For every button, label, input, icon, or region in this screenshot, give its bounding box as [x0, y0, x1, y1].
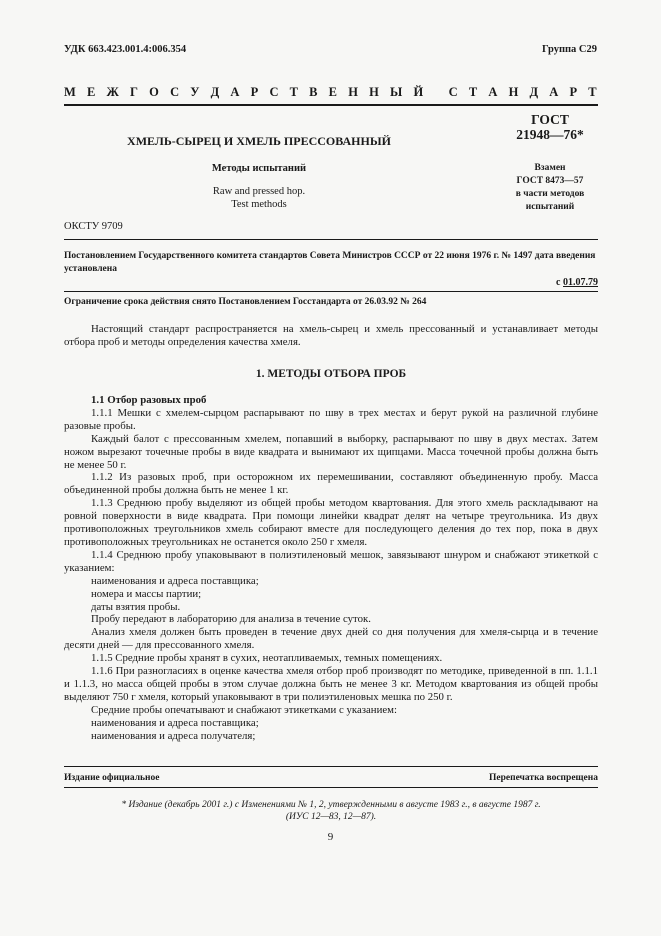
english-title-line2: Test methods: [231, 199, 287, 210]
limitation-note: Ограничение срока действия снято Постановлением Госстандарта от 26.03.92 № 264: [64, 297, 427, 307]
banner-letter: Т: [468, 85, 478, 99]
section-body: [64, 394, 598, 742]
banner-letter: Т: [588, 85, 597, 99]
banner-letter: Д: [529, 85, 539, 99]
banner-letter: Е: [328, 85, 338, 99]
paragraph: 1.1.2 Из разовых проб, при осторожном их перемешивании, составляют объединенную пробу. Масса объединенной пробы должна быть не менее 1 кг.: [64, 471, 598, 497]
date-prefix: с: [556, 277, 563, 288]
banner-letter: Д: [210, 85, 220, 99]
banner-letter: Ж: [106, 85, 119, 99]
paragraph: Каждый балот с прессованным хмелем, попавший в выборку, распарывают по шву в двух местах. Затем ножом вырезают точечные пробы в виде квадрата и вынимают их щипцами. Масса точечной пробы должна быть не менее 50 г.: [64, 432, 598, 471]
gost-label: ГОСТ: [531, 112, 569, 127]
list-item: наименования и адреса получателя;: [91, 729, 256, 742]
gost-number: [470, 112, 630, 142]
footnote-line2: (ИУС 12—83, 12—87).: [285, 812, 377, 822]
paragraph: 1.1.5 Средние пробы хранят в сухих, неотапливаемых, темных помещениях.: [91, 652, 443, 665]
paragraph: Анализ хмеля должен быть проведен в течение двух дней со дня получения для хмеля-сырца и в течение десяти дней — для прессованного хмеля.: [64, 626, 598, 652]
edition-footnote: [64, 799, 598, 823]
decree-rule: [64, 291, 598, 292]
banner-letter: Т: [289, 85, 298, 99]
banner-letter: Н: [369, 85, 379, 99]
english-title: [64, 185, 454, 211]
list-item: даты взятия пробы.: [91, 600, 181, 613]
banner-letter: А: [230, 85, 240, 99]
replaces-line: Взамен: [534, 163, 566, 173]
reprint-prohibited-label: Перепечатка воспрещена: [488, 773, 598, 783]
subsection-title: 1.1 Отбор разовых проб: [91, 394, 207, 406]
banner-letter: С: [448, 85, 458, 99]
banner-letter: С: [170, 85, 180, 99]
banner-letter: А: [549, 85, 559, 99]
list-item: наименования и адреса поставщика;: [91, 574, 259, 587]
decree-text: Постановлением Государственного комитета стандартов Совета Министров СССР от 22 июня 1976 г. № 1497 дата введения установлена: [64, 251, 596, 274]
banner-letter: Й: [413, 85, 424, 99]
banner-letter: С: [269, 85, 279, 99]
banner-letter: А: [488, 85, 498, 99]
document-title: ХМЕЛЬ-СЫРЕЦ И ХМЕЛЬ ПРЕССОВАННЫЙ: [127, 134, 391, 148]
banner-letter: Г: [130, 85, 138, 99]
banner-letter: У: [190, 85, 200, 99]
paragraph: 1.1.6 При разногласиях в оценке качества хмеля отбор проб производят по методике, приведенной в пп. 1.1.1 и 1.1.3, но масса общей пробы в этом случае должна быть не менее 3 кг. Методом квартования из общей пробы выделяют 750 г хмеля, который упаковывают в три полиэтиленовых мешка по 250 г.: [64, 665, 598, 703]
okstu-code: ОКСТУ 9709: [64, 221, 123, 232]
replaces-block: [470, 162, 630, 214]
english-title-line1: Raw and pressed hop.: [212, 186, 306, 197]
banner-letter: Н: [508, 85, 519, 99]
list-item: наименования и адреса поставщика;: [91, 716, 259, 729]
effective-date: [556, 277, 598, 288]
interstate-standard-banner: [64, 85, 597, 100]
banner-letter: Ы: [390, 85, 403, 99]
replaces-line: в части методов: [515, 189, 585, 199]
udk-code: УДК 663.423.001.4:006.354: [64, 44, 187, 55]
list-item: номера и массы партии;: [91, 587, 202, 600]
paragraph: Пробу передают в лабораторию для анализа в течение суток.: [91, 613, 371, 626]
title-rule: [64, 239, 598, 240]
date-value: 01.07.79: [563, 277, 598, 288]
paragraph: 1.1.1 Мешки с хмелем-сырцом распарывают по шву в трех местах и берут рукой на различной глубине разовые пробы.: [64, 406, 598, 432]
group-code: Группа С29: [541, 44, 597, 55]
replaces-line: испытаний: [525, 202, 575, 212]
section-title: 1. МЕТОДЫ ОТБОРА ПРОБ: [255, 368, 407, 380]
replaces-line: ГОСТ 8473—57: [516, 176, 584, 186]
footer-rule: [64, 766, 598, 767]
banner-letter: Е: [86, 85, 96, 99]
intro-paragraph: [64, 323, 598, 349]
paragraph: Средние пробы опечатывают и снабжают этикетками с указанием:: [91, 703, 397, 716]
footnote-rule: [64, 787, 598, 788]
banner-letter: [434, 85, 437, 100]
banner-letter: В: [309, 85, 318, 99]
document-subtitle: Методы испытаний: [211, 163, 307, 174]
banner-letter: Н: [348, 85, 358, 99]
paragraph: 1.1.4 Среднюю пробу упаковывают в полиэтиленовый мешок, завязывают шнуром и снабжают этикеткой с указанием:: [64, 548, 598, 574]
paragraph: 1.1.3 Среднюю пробу выделяют из общей пробы методом квартования. Для этого хмель раскладывают на ровной поверхности в виде квадрата. При помощи линейки квадрат делят на четыре треугольника. Из двух противоположных треугольников хмель собирают вместе для последующего деления до тех пор, пока в двух противоположных треугольниках не останется около 250 г хмеля.: [64, 497, 598, 548]
banner-letter: Р: [250, 85, 259, 99]
official-edition-label: Издание официальное: [64, 773, 160, 783]
gost-code: 21948—76*: [516, 127, 584, 142]
banner-letter: О: [149, 85, 159, 99]
banner-letter: М: [64, 85, 76, 99]
banner-letter: Р: [569, 85, 578, 99]
page-number: 9: [327, 831, 334, 843]
header-rule: [64, 104, 598, 106]
intro-text: Настоящий стандарт распространяется на хмель-сырец и хмель прессованный и устанавливает методы отбора проб и методы определения качества хмеля.: [64, 323, 598, 348]
footnote-line1: * Издание (декабрь 2001 г.) с Изменениями № 1, 2, утвержденными в августе 1983 г., в августе 1987 г.: [121, 800, 541, 810]
